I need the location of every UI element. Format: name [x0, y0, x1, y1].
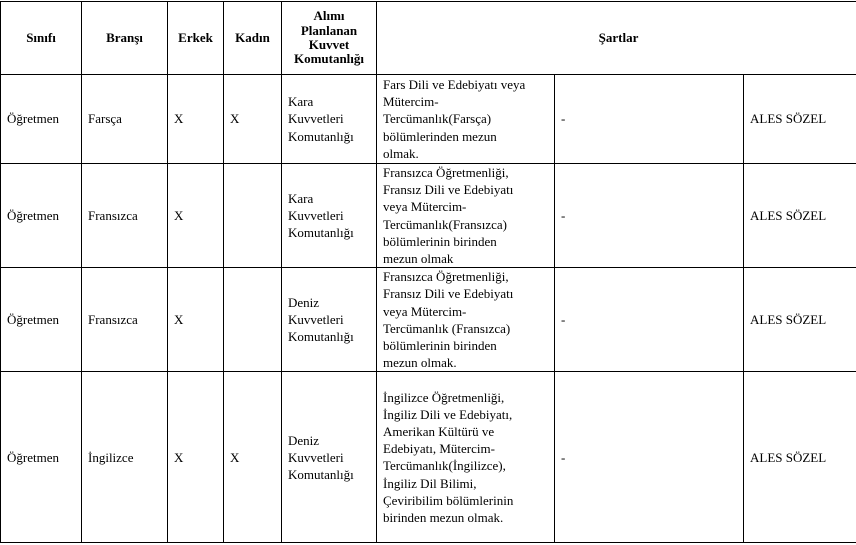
cell-requirement [377, 372, 555, 543]
cell-class: Öğretmen [1, 164, 82, 268]
cell-female [224, 164, 282, 268]
requirement-line: Fransızca Öğretmenliği, [383, 165, 509, 180]
cell-female [224, 268, 282, 372]
recruitment-table [0, 1, 856, 543]
cell-exam: ALES SÖZEL [744, 268, 856, 372]
table-row [1, 164, 856, 268]
cell-exam: ALES SÖZEL [744, 75, 856, 164]
requirement-line: İngiliz Dili ve Edebiyatı, [383, 406, 513, 422]
header-male: Erkek [168, 2, 224, 75]
cell-male: X [168, 268, 224, 372]
cell-male: X [168, 75, 224, 164]
requirement-line: Tercümanlık(İngilizce), [383, 458, 506, 474]
requirement-line: Fars Dili ve Edebiyatı veya [383, 76, 526, 92]
requirement-line: Çeviribilim bölümlerinin [383, 492, 514, 508]
cell-male: X [168, 372, 224, 543]
cell-female: X [224, 75, 282, 164]
command-line: Kuvvetleri [288, 312, 344, 328]
cell-male: X [168, 164, 224, 268]
requirement-line: Edebiyatı, Mütercim- [383, 441, 495, 457]
cell-female: X [224, 372, 282, 543]
requirement-line: bölümlerinin birinden [383, 233, 497, 249]
cell-requirement [377, 164, 555, 268]
requirement-line: Tercümanlık(Fransızca) [383, 216, 507, 232]
cell-command [282, 372, 377, 543]
cell-class: Öğretmen [1, 268, 82, 372]
command-line: Deniz [288, 432, 320, 448]
cell-exam: ALES SÖZEL [744, 372, 856, 543]
header-branch: Branşı [82, 2, 168, 75]
requirement-line: Tercümanlık (Fransızca) [383, 320, 511, 336]
requirement-line: Mütercim- [383, 94, 439, 110]
cell-command [282, 164, 377, 268]
cell-class: Öğretmen [1, 372, 82, 543]
command-line: Kara [288, 94, 314, 110]
cell-branch: İngilizce [82, 372, 168, 543]
command-line: Komutanlığı [288, 128, 354, 144]
requirement-line: Fransız Dili ve Edebiyatı [383, 286, 514, 302]
requirement-line: veya Mütercim- [383, 199, 467, 215]
table-row [1, 268, 856, 372]
requirement-line: mezun olmak [383, 251, 454, 267]
command-line: Kara [288, 190, 314, 206]
command-line: Kuvvetleri [288, 111, 344, 127]
cell-other-condition: - [555, 75, 744, 164]
table-row [1, 372, 856, 543]
header-command-line: Planlanan [300, 22, 358, 38]
command-line: Komutanlığı [288, 225, 354, 241]
requirement-line: veya Mütercim- [383, 303, 467, 319]
command-line: Deniz [288, 295, 320, 311]
header-row [1, 2, 856, 75]
cell-other-condition: - [555, 372, 744, 543]
command-line: Kuvvetleri [288, 449, 344, 465]
cell-command [282, 268, 377, 372]
requirement-line: Fransız Dili ve Edebiyatı [383, 182, 514, 198]
requirement-line: İngiliz Dil Bilimi, [383, 475, 477, 491]
header-command-line: Kuvvet [308, 37, 350, 52]
cell-requirement [377, 75, 555, 164]
requirement-line: Tercümanlık(Farsça) [383, 111, 492, 127]
requirement-line: bölümlerinin birinden [383, 338, 497, 354]
requirement-line: birinden mezun olmak. [383, 510, 504, 526]
header-conditions: Şartlar [377, 2, 856, 75]
table-row [1, 75, 856, 164]
header-command-line: Komutanlığı [293, 51, 365, 67]
table-body [1, 75, 856, 543]
header-female: Kadın [224, 2, 282, 75]
cell-other-condition: - [555, 164, 744, 268]
cell-branch: Farsça [82, 75, 168, 164]
header-class: Sınıfı [1, 2, 82, 75]
requirement-line: olmak. [383, 145, 419, 161]
cell-exam: ALES SÖZEL [744, 164, 856, 268]
requirement-line: Fransızca Öğretmenliği, [383, 269, 509, 285]
cell-other-condition: - [555, 268, 744, 372]
header-command-line: Alımı [313, 8, 345, 24]
requirement-line: mezun olmak. [383, 355, 457, 371]
cell-command [282, 75, 377, 164]
requirement-line: bölümlerinden mezun [383, 128, 497, 144]
cell-requirement [377, 268, 555, 372]
cell-branch: Fransızca [82, 268, 168, 372]
command-line: Komutanlığı [288, 467, 354, 483]
cell-class: Öğretmen [1, 75, 82, 164]
command-line: Kuvvetleri [288, 208, 344, 223]
header-command [282, 2, 377, 75]
cell-branch: Fransızca [82, 164, 168, 268]
command-line: Komutanlığı [288, 329, 354, 345]
requirement-line: Amerikan Kültürü ve [383, 424, 495, 440]
requirement-line: İngilizce Öğretmenliği, [383, 389, 505, 405]
